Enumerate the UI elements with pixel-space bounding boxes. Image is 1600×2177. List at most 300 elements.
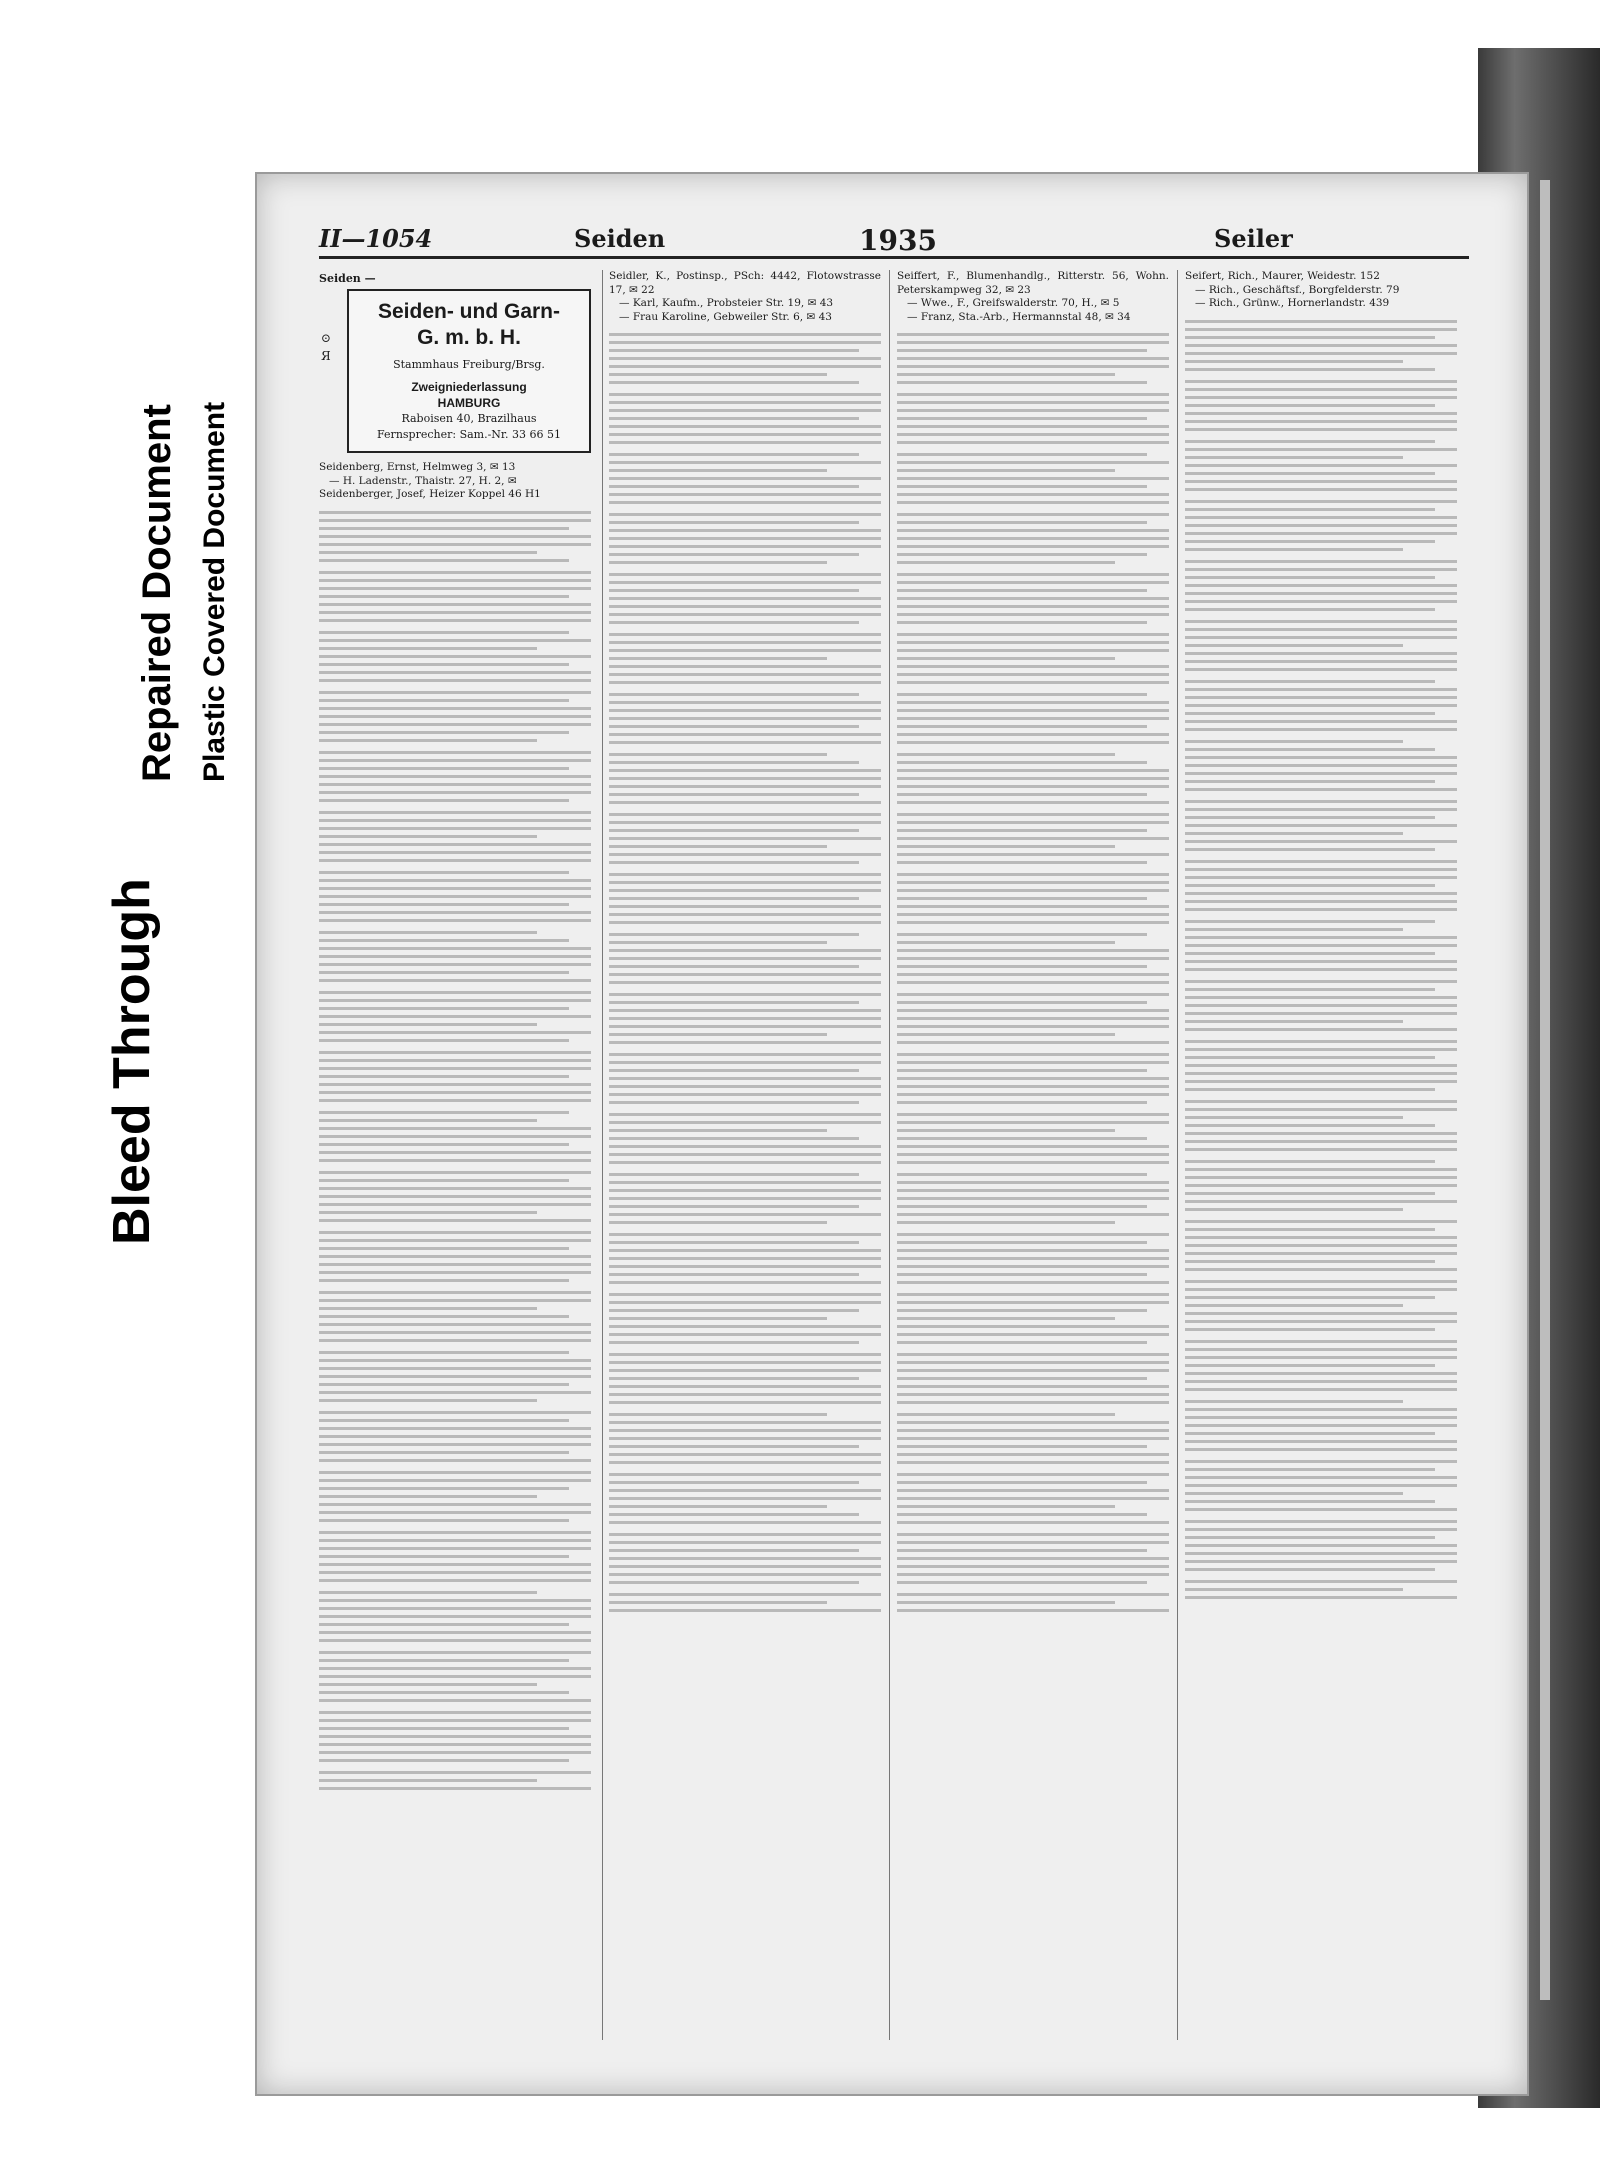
text-line bbox=[609, 1521, 881, 1524]
ad-phone: Fernsprecher: Sam.-Nr. 33 66 51 bbox=[377, 428, 561, 441]
text-line bbox=[609, 873, 881, 876]
text-line bbox=[609, 341, 881, 344]
text-line bbox=[609, 1505, 827, 1508]
text-line bbox=[319, 1727, 569, 1730]
text-line bbox=[319, 1631, 591, 1634]
text-line bbox=[897, 993, 1169, 996]
text-line bbox=[609, 1309, 859, 1312]
text-line bbox=[1185, 764, 1457, 767]
text-line bbox=[319, 1719, 591, 1722]
text-line bbox=[319, 1083, 591, 1086]
text-line bbox=[609, 1401, 881, 1404]
text-line bbox=[1185, 1340, 1457, 1343]
text-line bbox=[319, 1779, 537, 1782]
text-line bbox=[897, 1273, 1147, 1276]
text-line bbox=[1185, 1236, 1457, 1239]
column-header: Seiden — bbox=[319, 272, 376, 285]
column-4 bbox=[1185, 270, 1457, 2040]
text-line bbox=[897, 897, 1147, 900]
text-line bbox=[1185, 952, 1435, 955]
text-line bbox=[897, 1053, 1169, 1056]
text-line bbox=[1185, 1252, 1457, 1255]
text-line bbox=[1185, 720, 1457, 723]
text-line bbox=[319, 1711, 591, 1714]
text-line bbox=[897, 1033, 1115, 1036]
text-line bbox=[1185, 960, 1457, 963]
text-line bbox=[1185, 1568, 1435, 1571]
text-line bbox=[897, 949, 1169, 952]
text-line bbox=[319, 1187, 591, 1190]
text-line bbox=[319, 1759, 569, 1762]
text-line bbox=[1185, 388, 1457, 391]
text-line bbox=[897, 597, 1169, 600]
text-line bbox=[609, 1565, 881, 1568]
text-line bbox=[1185, 1348, 1457, 1351]
text-line bbox=[609, 393, 881, 396]
text-line bbox=[609, 581, 881, 584]
text-line bbox=[319, 1051, 591, 1054]
text-line bbox=[1185, 740, 1403, 743]
text-line bbox=[319, 931, 537, 934]
text-line bbox=[1185, 600, 1457, 603]
text-line bbox=[1185, 680, 1435, 683]
text-line bbox=[1185, 900, 1457, 903]
text-line bbox=[609, 701, 881, 704]
text-line bbox=[897, 941, 1115, 944]
text-line bbox=[609, 441, 881, 444]
text-line bbox=[1185, 712, 1435, 715]
text-line bbox=[319, 647, 537, 650]
text-line bbox=[897, 981, 1169, 984]
text-line bbox=[609, 349, 859, 352]
text-line bbox=[609, 753, 827, 756]
text-line bbox=[319, 1743, 591, 1746]
text-line bbox=[609, 1481, 859, 1484]
text-line bbox=[609, 633, 881, 636]
text-line bbox=[1185, 996, 1457, 999]
text-line bbox=[609, 529, 881, 532]
text-line bbox=[319, 655, 591, 658]
text-line bbox=[609, 1317, 827, 1320]
text-line bbox=[897, 1249, 1169, 1252]
directory-entry: — Karl, Kaufm., Probsteier Str. 19, ✉ 43 bbox=[619, 297, 834, 309]
text-line bbox=[319, 1427, 591, 1430]
text-line bbox=[609, 573, 881, 576]
text-line bbox=[897, 441, 1169, 444]
text-line bbox=[897, 1113, 1169, 1116]
text-line bbox=[1185, 1124, 1435, 1127]
text-line bbox=[319, 511, 591, 514]
text-line bbox=[897, 753, 1115, 756]
text-line bbox=[609, 485, 859, 488]
text-line bbox=[1185, 1588, 1403, 1591]
ad-title-line1: Seiden- und Garn- bbox=[377, 300, 560, 323]
text-line bbox=[609, 1473, 881, 1476]
text-line bbox=[897, 1353, 1169, 1356]
text-line bbox=[897, 1085, 1169, 1088]
text-line bbox=[319, 979, 591, 982]
text-line bbox=[897, 673, 1169, 676]
directory-entry: — Rich., Grünw., Hornerlandstr. 439 bbox=[1195, 297, 1390, 309]
directory-entry: — Rich., Geschäftsf., Borgfelderstr. 79 bbox=[1195, 283, 1400, 296]
text-line bbox=[319, 1623, 569, 1626]
text-line bbox=[1185, 440, 1435, 443]
text-line bbox=[897, 1489, 1169, 1492]
text-line bbox=[319, 1651, 591, 1654]
text-line bbox=[319, 1323, 591, 1326]
text-line bbox=[1185, 788, 1457, 791]
text-line bbox=[319, 1735, 591, 1738]
text-line bbox=[897, 381, 1147, 384]
directory-entry: Seifert, Rich., Maurer, Weidestr. 152 bbox=[1185, 270, 1380, 282]
text-line bbox=[319, 551, 537, 554]
text-line bbox=[319, 1435, 591, 1438]
text-line bbox=[897, 1473, 1169, 1476]
text-line bbox=[609, 1361, 881, 1364]
text-line bbox=[609, 1513, 859, 1516]
text-line bbox=[609, 793, 859, 796]
text-line bbox=[1185, 412, 1457, 415]
text-line bbox=[1185, 1552, 1457, 1555]
text-line bbox=[1185, 568, 1457, 571]
text-line bbox=[319, 843, 591, 846]
illegible-text-block bbox=[897, 333, 1169, 1612]
text-line bbox=[897, 1461, 1169, 1464]
text-line bbox=[1185, 456, 1403, 459]
text-line bbox=[609, 889, 881, 892]
text-line bbox=[1185, 824, 1457, 827]
text-line bbox=[1185, 1460, 1457, 1463]
text-line bbox=[609, 1061, 881, 1064]
text-line bbox=[897, 1413, 1115, 1416]
text-line bbox=[319, 1519, 569, 1522]
text-line bbox=[319, 827, 591, 830]
text-line bbox=[319, 947, 591, 950]
text-line bbox=[897, 553, 1147, 556]
text-line bbox=[1185, 936, 1457, 939]
text-line bbox=[1185, 344, 1457, 347]
text-line bbox=[609, 1273, 859, 1276]
text-line bbox=[897, 741, 1169, 744]
text-line bbox=[609, 381, 859, 384]
text-line bbox=[609, 1533, 881, 1536]
text-line bbox=[1185, 480, 1457, 483]
text-line bbox=[609, 1233, 881, 1236]
text-line bbox=[319, 1119, 537, 1122]
text-line bbox=[1185, 1468, 1435, 1471]
text-line bbox=[609, 373, 827, 376]
directory-entry: — Frau Karoline, Gebweiler Str. 6, ✉ 43 bbox=[619, 310, 832, 323]
text-line bbox=[319, 691, 591, 694]
text-line bbox=[319, 1451, 569, 1454]
text-line bbox=[609, 513, 881, 516]
text-line bbox=[319, 639, 591, 642]
text-line bbox=[319, 571, 591, 574]
text-line bbox=[1185, 1364, 1435, 1367]
column-divider bbox=[889, 270, 890, 2040]
text-line bbox=[319, 579, 591, 582]
text-line bbox=[319, 603, 591, 606]
text-line bbox=[319, 859, 591, 862]
text-line bbox=[1185, 968, 1457, 971]
text-line bbox=[1185, 688, 1457, 691]
text-line bbox=[319, 731, 569, 734]
text-line bbox=[609, 941, 827, 944]
text-line bbox=[609, 1085, 881, 1088]
text-line bbox=[1185, 1304, 1403, 1307]
text-line bbox=[609, 777, 881, 780]
text-line bbox=[1185, 988, 1435, 991]
text-line bbox=[319, 811, 591, 814]
text-line bbox=[897, 801, 1169, 804]
text-line bbox=[609, 853, 881, 856]
text-line bbox=[1185, 1040, 1457, 1043]
text-line bbox=[1185, 1228, 1435, 1231]
text-line bbox=[897, 853, 1169, 856]
text-line bbox=[609, 1325, 881, 1328]
text-line bbox=[319, 1091, 591, 1094]
text-line bbox=[319, 1571, 591, 1574]
text-line bbox=[609, 1121, 881, 1124]
text-line bbox=[1185, 368, 1435, 371]
text-line bbox=[897, 573, 1169, 576]
text-line bbox=[319, 1391, 591, 1394]
text-line bbox=[609, 1093, 881, 1096]
text-line bbox=[319, 1771, 591, 1774]
next-page-edge bbox=[1540, 180, 1550, 2000]
text-line bbox=[897, 1573, 1169, 1576]
text-line bbox=[1185, 928, 1403, 931]
text-line bbox=[897, 1317, 1115, 1320]
text-line bbox=[897, 633, 1169, 636]
text-line bbox=[897, 493, 1169, 496]
text-line bbox=[897, 477, 1169, 480]
text-line bbox=[319, 1015, 591, 1018]
text-line bbox=[897, 1077, 1169, 1080]
text-line bbox=[897, 1565, 1169, 1568]
text-line bbox=[897, 393, 1169, 396]
text-line bbox=[1185, 1520, 1457, 1523]
text-line bbox=[609, 1541, 881, 1544]
text-line bbox=[609, 417, 859, 420]
text-line bbox=[609, 521, 859, 524]
text-line bbox=[609, 1161, 881, 1164]
text-line bbox=[609, 1437, 881, 1440]
text-line bbox=[1185, 1100, 1457, 1103]
text-line bbox=[609, 813, 881, 816]
text-line bbox=[319, 519, 591, 522]
text-line bbox=[609, 709, 881, 712]
text-line bbox=[609, 725, 859, 728]
text-line bbox=[897, 649, 1169, 652]
text-line bbox=[319, 887, 591, 890]
text-line bbox=[319, 1135, 591, 1138]
text-line bbox=[319, 1503, 591, 1506]
text-line bbox=[897, 1241, 1147, 1244]
text-line bbox=[609, 905, 881, 908]
text-line bbox=[897, 333, 1169, 336]
text-line bbox=[319, 963, 591, 966]
text-line bbox=[609, 1489, 881, 1492]
text-line bbox=[897, 973, 1169, 976]
text-line bbox=[1185, 620, 1457, 623]
text-line bbox=[609, 409, 881, 412]
text-line bbox=[609, 861, 859, 864]
text-line bbox=[609, 1445, 859, 1448]
text-line bbox=[609, 981, 881, 984]
text-line bbox=[609, 1265, 881, 1268]
text-line bbox=[897, 1009, 1169, 1012]
text-line bbox=[609, 1153, 881, 1156]
text-line bbox=[1185, 868, 1457, 871]
text-line bbox=[319, 1419, 569, 1422]
text-line bbox=[897, 1061, 1169, 1064]
text-line bbox=[897, 341, 1169, 344]
text-line bbox=[897, 881, 1169, 884]
text-line bbox=[319, 991, 591, 994]
text-line bbox=[1185, 1372, 1457, 1375]
text-line bbox=[1185, 1440, 1457, 1443]
column-divider bbox=[1177, 270, 1178, 2040]
text-line bbox=[319, 1039, 569, 1042]
text-line bbox=[609, 657, 827, 660]
text-line bbox=[1185, 668, 1457, 671]
text-line bbox=[609, 1377, 859, 1380]
text-line bbox=[609, 425, 881, 428]
text-line bbox=[897, 837, 1169, 840]
text-line bbox=[1185, 1116, 1403, 1119]
text-line bbox=[1185, 420, 1457, 423]
text-line bbox=[319, 1443, 591, 1446]
left-keyword: Seiden bbox=[574, 224, 666, 253]
text-line bbox=[319, 1615, 591, 1618]
text-line bbox=[609, 1053, 881, 1056]
text-line bbox=[897, 905, 1169, 908]
text-line bbox=[1185, 560, 1457, 563]
text-line bbox=[897, 529, 1169, 532]
text-line bbox=[897, 1445, 1147, 1448]
text-line bbox=[609, 845, 827, 848]
text-line bbox=[319, 835, 537, 838]
text-line bbox=[1185, 1184, 1457, 1187]
text-line bbox=[1185, 1432, 1435, 1435]
text-line bbox=[609, 665, 881, 668]
text-line bbox=[319, 1247, 569, 1250]
text-line bbox=[897, 921, 1169, 924]
text-line bbox=[1185, 892, 1457, 895]
text-line bbox=[1185, 320, 1457, 323]
text-line bbox=[897, 409, 1169, 412]
text-line bbox=[609, 1221, 827, 1224]
text-line bbox=[1185, 1288, 1457, 1291]
caption-plastic-covered: Plastic Covered Document bbox=[198, 401, 231, 782]
text-line bbox=[319, 1495, 537, 1498]
text-line bbox=[319, 1531, 591, 1534]
text-line bbox=[1185, 728, 1457, 731]
text-line bbox=[609, 965, 859, 968]
text-line bbox=[1185, 1408, 1457, 1411]
text-line bbox=[609, 1213, 881, 1216]
text-line bbox=[609, 921, 881, 924]
text-line bbox=[609, 1129, 827, 1132]
text-line bbox=[1185, 652, 1457, 655]
text-line bbox=[319, 1059, 591, 1062]
directory-entry: Seidler, K., Postinsp., PSch: 4442, Flotowstrasse 17, ✉ 22 bbox=[609, 270, 881, 296]
text-line bbox=[609, 621, 859, 624]
text-line bbox=[897, 1265, 1169, 1268]
text-line bbox=[1185, 328, 1457, 331]
text-line bbox=[319, 767, 569, 770]
text-line bbox=[1185, 1356, 1457, 1359]
text-line bbox=[319, 999, 591, 1002]
text-line bbox=[1185, 548, 1403, 551]
text-line bbox=[897, 1309, 1147, 1312]
directory-entry: Seiffert, F., Blumenhandlg., Ritterstr. 56, Wohn. Peterskampweg 32, ✉ 23 bbox=[897, 270, 1169, 296]
text-line bbox=[897, 889, 1169, 892]
text-line bbox=[897, 1137, 1147, 1140]
text-line bbox=[609, 933, 859, 936]
text-line bbox=[319, 1383, 569, 1386]
text-line bbox=[897, 1333, 1169, 1336]
text-line bbox=[319, 1211, 537, 1214]
text-line bbox=[319, 1683, 537, 1686]
text-line bbox=[1185, 1484, 1457, 1487]
text-line bbox=[609, 1189, 881, 1192]
text-line bbox=[897, 861, 1147, 864]
text-line bbox=[1185, 1268, 1457, 1271]
text-line bbox=[609, 641, 881, 644]
text-line bbox=[609, 1353, 881, 1356]
text-line bbox=[897, 1093, 1169, 1096]
text-line bbox=[897, 1017, 1169, 1020]
text-line bbox=[319, 1127, 591, 1130]
text-line bbox=[1185, 1140, 1457, 1143]
ad-title-line2: G. m. b. H. bbox=[417, 326, 521, 349]
text-line bbox=[1185, 832, 1403, 835]
text-line bbox=[609, 837, 881, 840]
text-line bbox=[609, 649, 881, 652]
text-line bbox=[897, 365, 1169, 368]
text-line bbox=[1185, 500, 1457, 503]
text-line bbox=[897, 373, 1115, 376]
text-line bbox=[319, 707, 591, 710]
text-line bbox=[1185, 848, 1435, 851]
text-line bbox=[609, 333, 881, 336]
text-line bbox=[1185, 1080, 1457, 1083]
text-line bbox=[319, 1639, 591, 1642]
text-line bbox=[609, 545, 881, 548]
text-line bbox=[319, 1675, 591, 1678]
text-line bbox=[609, 1069, 859, 1072]
text-line bbox=[319, 791, 591, 794]
ad-city: HAMBURG bbox=[437, 396, 501, 410]
text-line bbox=[1185, 380, 1457, 383]
text-line bbox=[609, 1573, 881, 1576]
text-line bbox=[897, 761, 1147, 764]
text-line bbox=[897, 1069, 1147, 1072]
text-line bbox=[897, 1101, 1147, 1104]
text-line bbox=[609, 1173, 859, 1176]
text-line bbox=[609, 1181, 881, 1184]
text-line bbox=[609, 1393, 881, 1396]
text-line bbox=[609, 673, 881, 676]
column-divider bbox=[602, 270, 603, 2040]
text-line bbox=[319, 1219, 591, 1222]
text-line bbox=[897, 965, 1147, 968]
text-line bbox=[897, 1129, 1115, 1132]
text-line bbox=[609, 1453, 881, 1456]
text-line bbox=[1185, 1220, 1457, 1223]
